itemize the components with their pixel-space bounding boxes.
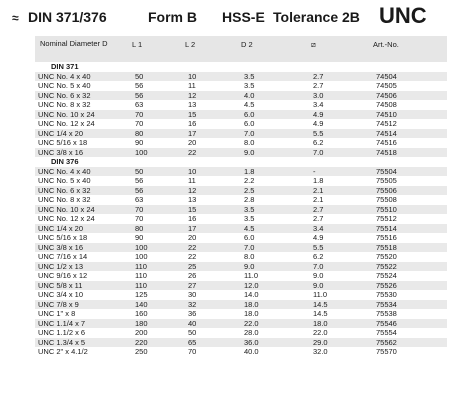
cell-d2: 7.0	[244, 242, 255, 252]
cell-square: 14.5	[313, 299, 328, 309]
cell-l1: 56	[135, 185, 144, 195]
cell-article-number: 75506	[376, 185, 397, 195]
cell-article-number: 74505	[376, 81, 397, 90]
cell-d2: 7.0	[244, 128, 255, 138]
cell-article-number: 74506	[376, 90, 397, 100]
cell-square: 4.9	[313, 109, 324, 119]
cell-l1: 110	[135, 261, 147, 271]
page-header	[0, 0, 450, 34]
cell-d2: 4.0	[244, 90, 255, 100]
cell-l1: 50	[135, 166, 144, 176]
cell-l1: 56	[135, 176, 144, 185]
cell-d2: 4.5	[244, 100, 255, 109]
cell-thread: UNC No. 12 x 24	[38, 214, 95, 223]
cell-thread: UNC No. 10 x 24	[38, 109, 95, 119]
cell-thread: UNC No. 5 x 40	[38, 81, 91, 90]
table-row	[35, 224, 447, 234]
cell-thread: UNC 1.1/2 x 6	[38, 328, 86, 337]
table-row	[35, 233, 447, 243]
cell-d2: 14.0	[244, 290, 259, 299]
cell-thread: UNC 1.1/4 x 7	[38, 318, 86, 328]
cell-article-number: 75510	[376, 204, 397, 214]
cell-d2: 8.0	[244, 138, 255, 147]
cell-l1: 140	[135, 299, 148, 309]
cell-l2: 11	[188, 176, 196, 185]
cell-square: 7.0	[313, 261, 324, 271]
cell-l1: 100	[135, 242, 148, 252]
cell-l1: 125	[135, 290, 148, 299]
cell-d2: 4.5	[244, 223, 255, 233]
table-row	[35, 338, 447, 348]
table-row	[35, 138, 447, 148]
cell-l2: 22	[188, 252, 197, 261]
table-row	[35, 309, 447, 319]
cell-l2: 16	[188, 119, 197, 128]
cell-l1: 70	[135, 119, 144, 128]
cell-square: 11.0	[313, 290, 328, 299]
cell-l1: 56	[135, 81, 144, 90]
table-row	[35, 110, 447, 120]
table-row	[35, 72, 447, 82]
table-row	[35, 100, 447, 110]
table-row	[35, 176, 447, 186]
cell-l1: 100	[135, 147, 148, 157]
cell-l1: 250	[135, 347, 148, 356]
cell-l2: 25	[188, 261, 197, 271]
table-row	[35, 129, 447, 139]
cell-article-number: 75524	[376, 271, 397, 280]
cell-l2: 50	[188, 328, 197, 337]
cell-d2: 3.5	[244, 81, 255, 90]
cell-d2: 40.0	[244, 347, 259, 356]
cell-thread: UNC 1" x 8	[38, 309, 76, 318]
cell-square: 4.9	[313, 233, 324, 242]
cell-thread: UNC 7/8 x 9	[38, 299, 79, 309]
table-row	[35, 290, 447, 300]
cell-article-number: 75538	[376, 309, 397, 318]
cell-article-number: 74518	[376, 147, 397, 157]
cell-l1: 70	[135, 109, 144, 119]
cell-d2: 22.0	[244, 318, 259, 328]
table-row	[35, 81, 447, 91]
cell-d2: 2.2	[244, 176, 255, 185]
table-row	[35, 148, 447, 158]
cell-thread: UNC No. 6 x 32	[38, 185, 91, 195]
cell-square: 5.5	[313, 128, 324, 138]
cell-d2: 2.8	[244, 195, 255, 204]
cell-l2: 13	[188, 100, 197, 109]
cell-l1: 63	[135, 195, 144, 204]
cell-d2: 9.0	[244, 147, 255, 157]
cell-thread: UNC 2" x 4.1/2	[38, 347, 88, 356]
cell-article-number: 75562	[376, 337, 397, 347]
cell-thread: UNC No. 8 x 32	[38, 195, 91, 204]
cell-l1: 100	[135, 252, 148, 261]
cell-l2: 10	[188, 71, 197, 81]
cell-l1: 70	[135, 204, 144, 214]
cell-d2: 12.0	[244, 280, 259, 290]
cell-article-number: 75505	[376, 176, 397, 185]
cell-d2: 11.0	[244, 271, 259, 280]
cell-article-number: 75530	[376, 290, 397, 299]
cell-square: 6.2	[313, 138, 324, 147]
cell-article-number: 74516	[376, 138, 397, 147]
section-title: DIN 371	[51, 62, 79, 71]
cell-article-number: 75518	[376, 242, 397, 252]
cell-l1: 70	[135, 214, 144, 223]
table-row	[35, 281, 447, 291]
cell-thread: UNC 1/2 x 13	[38, 261, 84, 271]
cell-d2: 2.5	[244, 185, 255, 195]
cell-d2: 28.0	[244, 328, 259, 337]
cell-thread: UNC 5/8 x 11	[38, 280, 83, 290]
cell-square: 2.7	[313, 71, 324, 81]
cell-square: 3.4	[313, 223, 324, 233]
table-row	[35, 91, 447, 101]
cell-l2: 17	[188, 223, 197, 233]
section-title: DIN 376	[51, 157, 79, 166]
cell-l2: 17	[188, 128, 197, 138]
cell-d2: 3.5	[244, 204, 255, 214]
cell-square: 7.0	[313, 147, 324, 157]
cell-thread: UNC 1/4 x 20	[38, 223, 84, 233]
cell-article-number: 75546	[376, 318, 397, 328]
cell-l1: 160	[135, 309, 148, 318]
cell-thread: UNC 5/16 x 18	[38, 233, 88, 242]
cell-l2: 13	[188, 195, 197, 204]
cell-l2: 20	[188, 233, 197, 242]
cell-article-number: 74504	[376, 71, 397, 81]
cell-d2: 3.5	[244, 71, 255, 81]
table-row	[35, 243, 447, 253]
table-row	[35, 262, 447, 272]
cell-article-number: 75516	[376, 233, 397, 242]
logo-mark: ≈	[12, 11, 19, 25]
cell-l1: 200	[135, 328, 148, 337]
cell-thread: UNC 1/4 x 20	[38, 128, 84, 138]
cell-d2: 18.0	[244, 299, 259, 309]
cell-d2: 3.5	[244, 214, 255, 223]
cell-l1: 90	[135, 233, 144, 242]
cell-d2: 1.8	[244, 166, 255, 176]
cell-d2: 18.0	[244, 309, 259, 318]
cell-l2: 27	[188, 280, 197, 290]
cell-l2: 11	[188, 81, 196, 90]
cell-l1: 63	[135, 100, 144, 109]
cell-l1: 80	[135, 128, 144, 138]
cell-thread: UNC No. 5 x 40	[38, 176, 91, 185]
cell-square: 29.0	[313, 337, 328, 347]
table-row	[35, 214, 447, 224]
cell-article-number: 74510	[376, 109, 397, 119]
cell-square: 2.7	[313, 81, 324, 90]
cell-thread: UNC 3/8 x 16	[38, 242, 84, 252]
cell-square: 3.4	[313, 100, 324, 109]
cell-square: 6.2	[313, 252, 324, 261]
cell-square: 2.7	[313, 204, 324, 214]
cell-l1: 110	[135, 271, 147, 280]
cell-l1: 220	[135, 337, 148, 347]
table-row	[35, 300, 447, 310]
table-row	[35, 271, 447, 281]
din-title: DIN 371/376	[28, 9, 107, 25]
cell-thread: UNC No. 4 x 40	[38, 71, 91, 81]
table-row	[35, 186, 447, 196]
cell-l2: 15	[188, 109, 197, 119]
tolerance-title: Tolerance 2B	[273, 9, 360, 25]
col-l2: L 2	[185, 40, 196, 49]
cell-article-number: 75504	[376, 166, 397, 176]
cell-d2: 9.0	[244, 261, 255, 271]
cell-l2: 20	[188, 138, 197, 147]
cell-square: 2.1	[313, 185, 324, 195]
cell-square: 2.7	[313, 214, 324, 223]
cell-square: 9.0	[313, 280, 324, 290]
cell-thread: UNC 1.3/4 x 5	[38, 337, 86, 347]
col-nominal-diameter: Nominal Diameter D	[40, 39, 108, 48]
cell-thread: UNC No. 8 x 32	[38, 100, 91, 109]
cell-l2: 12	[188, 90, 197, 100]
cell-d2: 6.0	[244, 109, 255, 119]
col-article-number: Art.-No.	[373, 40, 399, 49]
cell-d2: 36.0	[244, 337, 259, 347]
col-square-icon: ⧄	[311, 40, 316, 49]
cell-l1: 50	[135, 71, 144, 81]
table-row	[35, 119, 447, 129]
cell-l2: 15	[188, 204, 197, 214]
cell-l1: 110	[135, 280, 147, 290]
cell-l2: 22	[188, 147, 197, 157]
cell-l2: 36	[188, 309, 197, 318]
material-title: HSS-E	[222, 9, 265, 25]
cell-thread: UNC No. 6 x 32	[38, 90, 91, 100]
cell-article-number: 75554	[376, 328, 397, 337]
form-title: Form B	[148, 9, 197, 25]
cell-l2: 16	[188, 214, 197, 223]
cell-l1: 80	[135, 223, 144, 233]
table-row	[35, 167, 447, 177]
col-l1: L 1	[132, 40, 143, 49]
cell-d2: 8.0	[244, 252, 255, 261]
cell-thread: UNC 7/16 x 14	[38, 252, 88, 261]
cell-square: 18.0	[313, 318, 328, 328]
cell-article-number: 75512	[376, 214, 397, 223]
cell-l2: 40	[188, 318, 197, 328]
cell-d2: 6.0	[244, 119, 255, 128]
cell-d2: 6.0	[244, 233, 255, 242]
cell-square: 2.1	[313, 195, 324, 204]
cell-l1: 180	[135, 318, 148, 328]
table-row	[35, 347, 447, 357]
cell-article-number: 74514	[376, 128, 397, 138]
cell-l2: 65	[188, 337, 197, 347]
cell-l1: 56	[135, 90, 144, 100]
spec-table	[35, 62, 447, 357]
cell-thread: UNC 5/16 x 18	[38, 138, 88, 147]
cell-l2: 22	[188, 242, 197, 252]
cell-article-number: 75534	[376, 299, 397, 309]
cell-square: 32.0	[313, 347, 328, 356]
table-row	[35, 205, 447, 215]
cell-thread: UNC No. 12 x 24	[38, 119, 95, 128]
cell-l2: 10	[188, 166, 197, 176]
table-row	[35, 319, 447, 329]
cell-l2: 70	[188, 347, 197, 356]
cell-l2: 12	[188, 185, 197, 195]
cell-article-number: 75514	[376, 223, 397, 233]
cell-square: 22.0	[313, 328, 328, 337]
cell-article-number: 75526	[376, 280, 397, 290]
cell-l1: 90	[135, 138, 144, 147]
cell-article-number: 75520	[376, 252, 397, 261]
cell-article-number: 75508	[376, 195, 397, 204]
cell-square: -	[313, 166, 316, 176]
thread-type-title: UNC	[379, 3, 427, 28]
cell-square: 5.5	[313, 242, 324, 252]
cell-l2: 26	[188, 271, 197, 280]
table-row	[35, 195, 447, 205]
cell-article-number: 74508	[376, 100, 397, 109]
cell-thread: UNC 3/4 x 10	[38, 290, 84, 299]
cell-article-number: 74512	[376, 119, 397, 128]
cell-thread: UNC 3/8 x 16	[38, 147, 84, 157]
table-row	[35, 328, 447, 338]
cell-square: 1.8	[313, 176, 324, 185]
cell-square: 4.9	[313, 119, 324, 128]
cell-article-number: 75570	[376, 347, 397, 356]
column-header-row	[35, 36, 447, 62]
cell-thread: UNC No. 4 x 40	[38, 166, 91, 176]
cell-article-number: 75522	[376, 261, 397, 271]
cell-l2: 30	[188, 290, 197, 299]
cell-thread: UNC 9/16 x 12	[38, 271, 88, 280]
cell-square: 3.0	[313, 90, 324, 100]
cell-thread: UNC No. 10 x 24	[38, 204, 95, 214]
col-d2: D 2	[241, 40, 253, 49]
cell-square: 14.5	[313, 309, 328, 318]
cell-l2: 32	[188, 299, 197, 309]
table-row	[35, 252, 447, 262]
cell-square: 9.0	[313, 271, 324, 280]
